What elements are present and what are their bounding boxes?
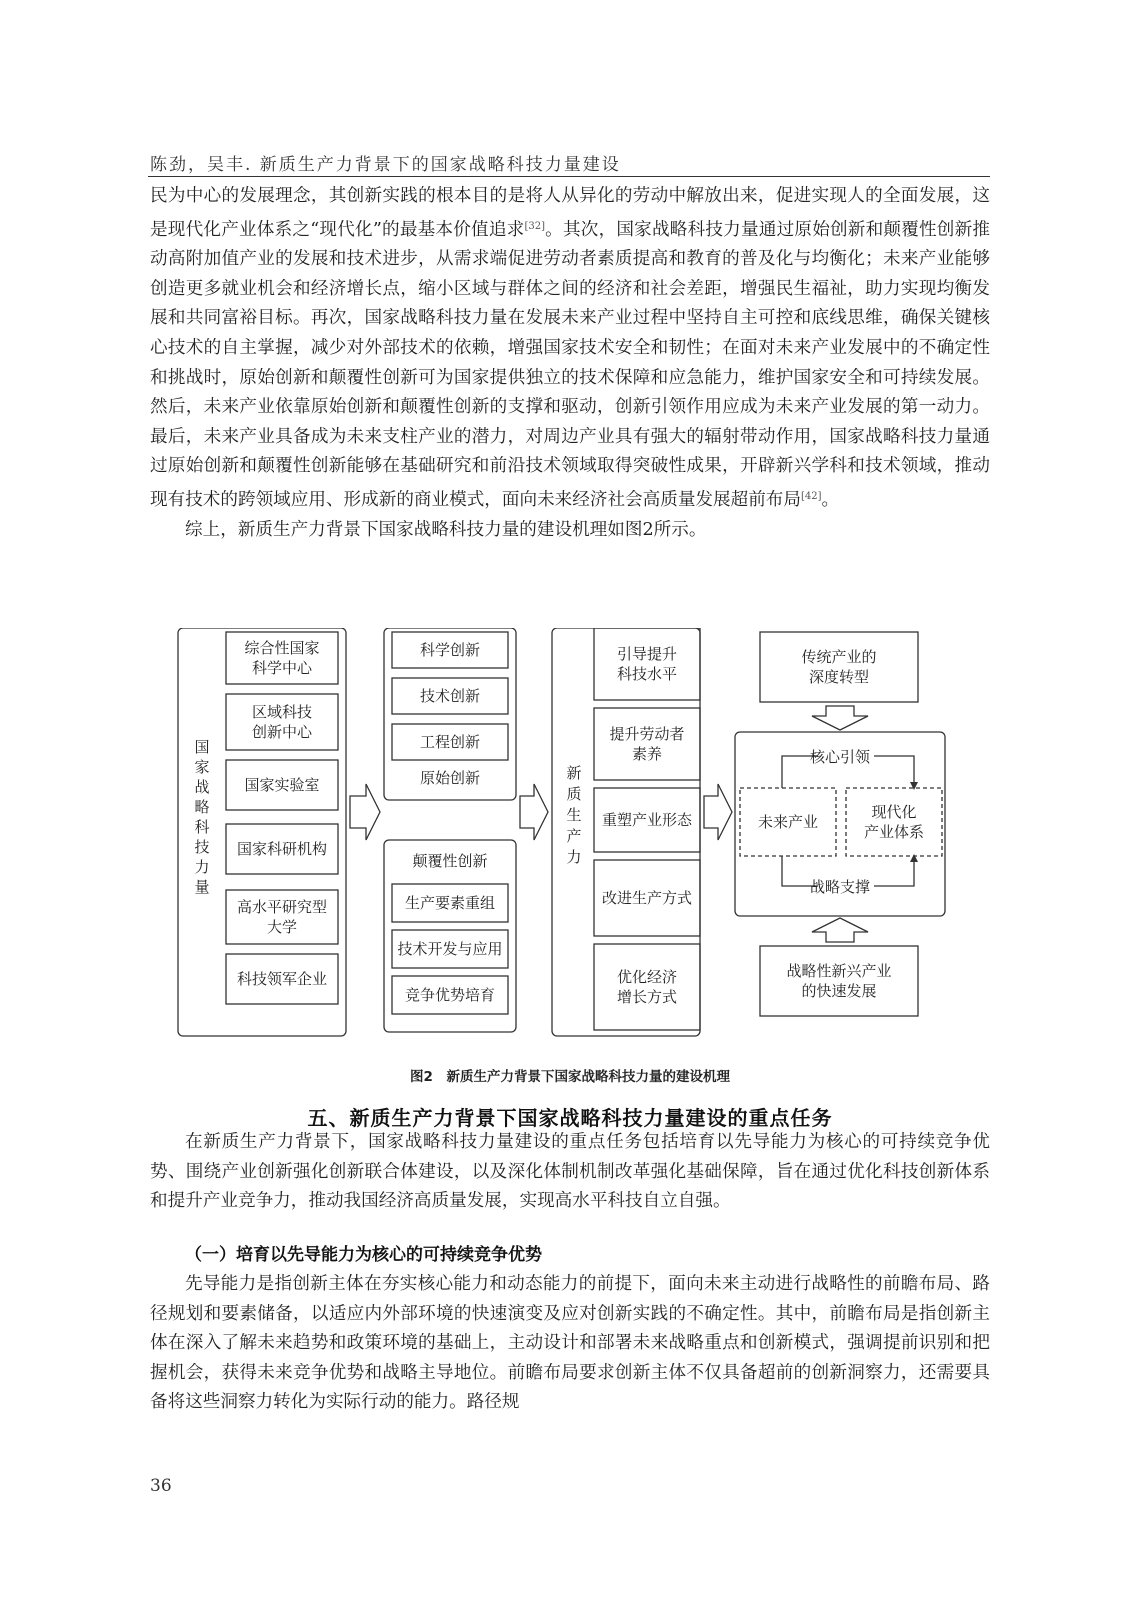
header-rule (148, 176, 990, 177)
col1-item-3-text: 国家科研机构 (236, 840, 328, 858)
col3-items (594, 628, 700, 1030)
col1-vertical-label (194, 738, 209, 896)
col1-item-4-text: 高水平研究型 (236, 898, 328, 916)
traditional-industry-text: 传统产业的 (801, 648, 877, 666)
col2-top-item-2 (392, 724, 508, 760)
emerging-industry-box (786, 962, 891, 1000)
citation-42: [42] (800, 490, 822, 502)
col2-bottom-item-1 (392, 930, 508, 968)
col3-vertical-label (566, 764, 581, 866)
body-paragraph-2: 综上，新质生产力背景下国家战略科技力量的建设机理如图2所示。 (185, 519, 707, 540)
col3-item-3 (594, 860, 700, 936)
col3-label-char: 力 (566, 848, 582, 866)
col2-bottom-item-0-text: 生产要素重组 (404, 894, 496, 912)
col2-top-item-0-text: 科学创新 (419, 641, 481, 659)
col2-bottom-item-2 (392, 976, 508, 1014)
col3-item-4-text: 优化经济 (616, 968, 678, 986)
emerging-industry-text: 战略性新兴产业 (786, 962, 892, 980)
traditional-industry-text: 深度转型 (808, 668, 870, 686)
col3-item-1 (594, 708, 700, 780)
modern-industry-text: 产业体系 (863, 823, 925, 841)
col2-top-item-2-text: 工程创新 (419, 733, 481, 751)
page-number: 36 (150, 1476, 172, 1496)
modern-industry-text: 现代化 (871, 803, 917, 821)
col1-item-0 (226, 632, 338, 684)
col1-item-1-text: 创新中心 (251, 723, 313, 741)
emerging-industry (786, 962, 891, 1000)
col3-item-0 (594, 628, 700, 700)
col3-item-2-text: 重塑产业形态 (601, 811, 693, 829)
col3-label-char: 产 (566, 827, 582, 845)
col2-bottom-item-2-text: 竞争优势培育 (404, 986, 496, 1004)
subsection-title: （一）培育以先导能力为核心的可持续竞争优势 (185, 1245, 542, 1265)
section-paragraph-1: 在新质生产力背景下，国家战略科技力量建设的重点任务包括培育以先导能力为核心的可持续竞争优势、围绕产业创新强化创新联合体建设，以及深化体制机制改革强化基础保障，旨在通过优化科技创新体系和提升产业竞争力，推动我国经济高质量发展，实现高水平科技自立自强。 (150, 1132, 990, 1212)
traditional-industry (801, 648, 876, 686)
section-title: 五、新质生产力背景下国家战略科技力量建设的重点任务 (307, 1106, 833, 1130)
col2-original-innovation (392, 632, 508, 760)
col1-item-4 (226, 890, 338, 944)
running-header: 陈劲，吴丰. 新质生产力背景下的国家战略科技力量建设 (150, 155, 621, 175)
core-lead-label: 核心引领 (809, 748, 871, 766)
figure-caption: 图2 新质生产力背景下国家战略科技力量的建设机理 (410, 1069, 730, 1085)
col1-item-3 (226, 824, 338, 874)
col2-bottom-item-0 (392, 884, 508, 922)
col3-item-1-text: 提升劳动者 (609, 725, 685, 743)
col1-label-char: 技 (194, 838, 210, 856)
col1-item-0-text: 综合性国家 (244, 639, 320, 657)
arrow-down-into-core (812, 706, 868, 730)
col3-item-0-text: 科技水平 (616, 665, 678, 683)
col3-item-4 (594, 944, 700, 1030)
strategic-support-label: 战略支撑 (809, 878, 871, 896)
citation-32: [32] (524, 220, 545, 232)
col1-label-char: 战 (194, 778, 210, 796)
col1-item-4-text: 大学 (266, 918, 298, 936)
col2-top-item-1 (392, 678, 508, 714)
col2-top-item-1-text: 技术创新 (419, 687, 481, 705)
col1-item-5 (226, 954, 338, 1004)
col1-item-1 (226, 694, 338, 750)
col3-label-char: 质 (566, 785, 582, 803)
col1-label-char: 略 (194, 798, 210, 816)
col3-item-4-text: 增长方式 (616, 988, 678, 1006)
col3-item-0-text: 引导提升 (616, 645, 678, 663)
body-paragraph-1: 民为中心的发展理念，其创新实践的根本目的是将人从异化的劳动中解放出来，促进实现人的全面发展，这是现代化产业体系之“现代化”的最基本价值追求[32]。其次，国家战略科技力量通过原始创新和颠覆性创新推动高附加值产业的发展和技术进步，从需求端促进劳动者素质提高和教育的普及化与均衡化；未来产业能够创造更多就业机会和经济增长点，缩小区域与群体之间的经济和社会差距，增强民生福祉，助力实现均衡发展和共同富裕目标。再次，国家战略科技力量在发展未来产业过程中坚持自主可控和底线思维，确保关键核心技术的自主掌握，减少对外部技术的依赖，增强国家技术安全和韧性；在面对未来产业发展中的不确定性和挑战时，原始创新和颠覆性创新可为国家提供独立的技术保障和应急能力，维护国家安全和可持续发展。然后，未来产业依靠原始创新和颠覆性创新的支撑和驱动，创新引领作用应成为未来产业发展的第一动力。最后，未来产业具备成为未来支柱产业的潜力，对周边产业具有强大的辐射带动作用，国家战略科技力量通过原始创新和颠覆性创新能够在基础研究和前沿技术领域取得突破性成果，开辟新兴学科和技术领域，推动现有技术的跨领域应用、形成新的商业模式，面向未来经济社会高质量发展超前布局[42]。 综上，新质生产力背景下国家战略科技力量的建设机理如图2所示。 (150, 182, 990, 545)
arrow-col1-col2 (350, 784, 380, 840)
col1-item-0-text: 科学中心 (251, 659, 313, 677)
col3-label-char: 生 (566, 806, 582, 824)
emerging-industry-text: 的快速发展 (801, 982, 877, 1000)
arrow-up-into-core (812, 918, 868, 942)
col1-label-char: 国 (194, 738, 210, 756)
col3-item-2 (594, 788, 700, 852)
col1-item-2 (226, 760, 338, 810)
traditional-industry-box (801, 648, 876, 686)
future-industry-label: 未来产业 (757, 813, 819, 831)
col1-item-2-text: 国家实验室 (244, 776, 320, 794)
arrow-col3-col4 (704, 784, 732, 840)
modern-industry-box (864, 803, 924, 841)
col1-items (226, 632, 338, 1004)
col1-label-char: 力 (194, 858, 210, 876)
col2-top-item-0 (392, 632, 508, 668)
modern-industry (864, 803, 924, 841)
col1-label-char: 量 (194, 878, 210, 896)
col3-label-char: 新 (566, 764, 582, 782)
original-innovation-label: 原始创新 (419, 769, 481, 787)
col2-bottom-item-1-text: 技术开发与应用 (397, 940, 503, 958)
col3-item-3-text: 改进生产方式 (601, 889, 693, 907)
arrow-col2-col3 (520, 784, 548, 840)
col2-disruptive-items (392, 884, 508, 1014)
col3-item-1-text: 素养 (631, 745, 663, 763)
col1-label-char: 家 (194, 758, 210, 776)
col1-label-char: 科 (194, 818, 210, 836)
section-paragraph-2: 先导能力是指创新主体在夯实核心能力和动态能力的前提下，面向未来主动进行战略性的前瞻布局、路径规划和要素储备，以适应内外部环境的快速演变及应对创新实践的不确定性。其中，前瞻布局是指创新主体在深入了解未来趋势和政策环境的基础上，主动设计和部署未来战略重点和创新模式，强调提前识别和把握机会，获得未来竞争优势和战略主导地位。前瞻布局要求创新主体不仅具备超前的创新洞察力，还需要具备将这些洞察力转化为实际行动的能力。路径规 (150, 1274, 990, 1413)
col1-item-5-text: 科技领军企业 (236, 970, 328, 988)
mechanism-diagram (170, 628, 970, 1048)
col1-item-1-text: 区域科技 (251, 703, 313, 721)
disruptive-innovation-label: 颠覆性创新 (412, 852, 488, 870)
